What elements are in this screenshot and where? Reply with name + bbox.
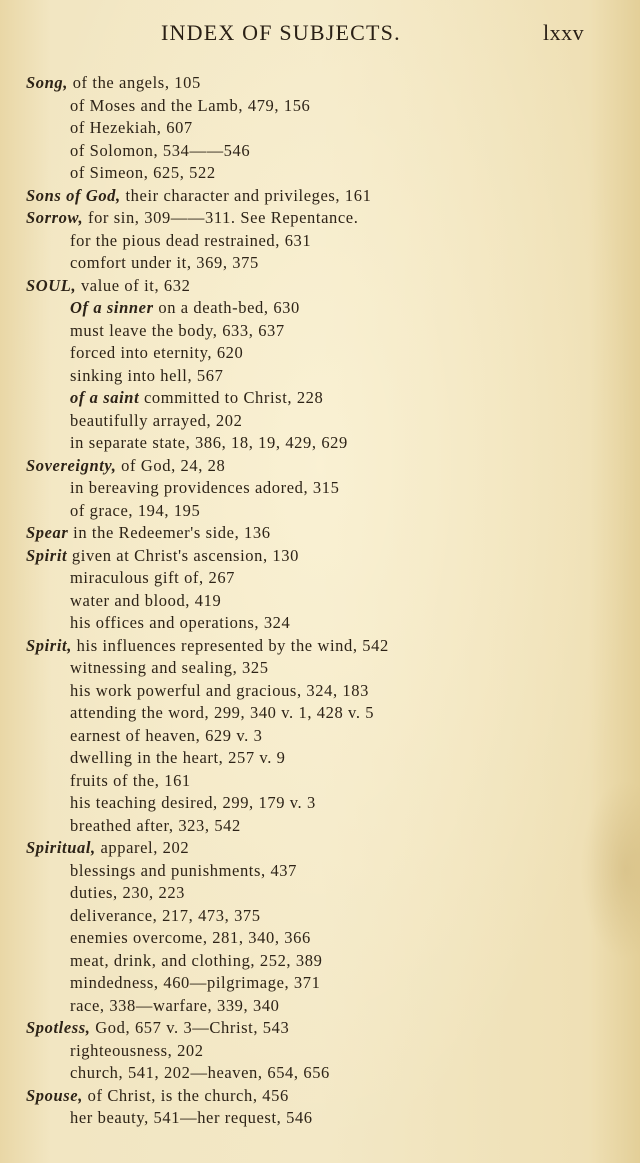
index-entry: miraculous gift of, 267 (70, 568, 236, 587)
index-entry: mindedness, 460—pilgrimage, 371 (70, 973, 321, 992)
index-entry: Spirit given at Christ's ascension, 130 (26, 545, 299, 565)
index-entry: Spotless, God, 657 v. 3—Christ, 543 (26, 1018, 290, 1037)
index-entry: deliverance, 217, 473, 375 (70, 905, 261, 925)
index-entry: forced into eternity, 620 (70, 343, 244, 362)
index-entry: fruits of the, 161 (70, 770, 191, 790)
index-entry: righteousness, 202 (70, 1040, 204, 1060)
index-entry: Sons of God, their character and privileges, 161 (26, 185, 372, 205)
paper-stain (580, 780, 640, 960)
index-entry: Song, of the angels, 105 (26, 73, 201, 92)
index-entry: enemies overcome, 281, 340, 366 (70, 928, 311, 947)
index-entry: blessings and punishments, 437 (70, 860, 297, 880)
index-entry: witnessing and sealing, 325 (70, 658, 269, 677)
index-entry: Spiritual, apparel, 202 (26, 838, 190, 857)
index-entry: duties, 230, 223 (70, 883, 186, 902)
index-entry: earnest of heaven, 629 v. 3 (70, 725, 263, 745)
index-entry: of grace, 194, 195 (70, 500, 201, 520)
index-entry: SOUL, value of it, 632 (26, 275, 191, 295)
index-entry: of Moses and the Lamb, 479, 156 (70, 95, 311, 115)
index-entry: church, 541, 202—heaven, 654, 656 (70, 1063, 330, 1082)
index-entry: in bereaving providences adored, 315 (70, 478, 340, 497)
index-entry: Spirit, his influences represented by the wind, 542 (26, 635, 389, 655)
index-entry: of Hezekiah, 607 (70, 118, 193, 137)
index-entry: his offices and operations, 324 (70, 613, 291, 632)
index-entry: sinking into hell, 567 (70, 365, 224, 385)
index-entry: in separate state, 386, 18, 19, 429, 629 (70, 433, 348, 452)
index-entry: attending the word, 299, 340 v. 1, 428 v. 5 (70, 703, 375, 722)
index-entry: of Solomon, 534——546 (70, 140, 251, 160)
index-entry: beautifully arrayed, 202 (70, 410, 243, 430)
page-header (0, 14, 640, 54)
index-entry: his teaching desired, 299, 179 v. 3 (70, 793, 316, 812)
index-entry: Spouse, of Christ, is the church, 456 (26, 1085, 289, 1105)
index-entry: Sorrow, for sin, 309——311. See Repentance. (26, 208, 359, 227)
index-entry: race, 338—warfare, 339, 340 (70, 995, 280, 1015)
index-entry: Spear in the Redeemer's side, 136 (26, 523, 271, 542)
running-title: INDEX OF SUBJECTS. (161, 20, 401, 45)
index-entry: of a saint committed to Christ, 228 (70, 388, 324, 407)
index-entry: her beauty, 541—her request, 546 (70, 1108, 313, 1127)
index-entry: comfort under it, 369, 375 (70, 253, 259, 272)
index-entry: breathed after, 323, 542 (70, 815, 241, 835)
index-entry: meat, drink, and clothing, 252, 389 (70, 950, 323, 970)
index-entry: his work powerful and gracious, 324, 183 (70, 680, 369, 700)
index-entry: dwelling in the heart, 257 v. 9 (70, 748, 286, 767)
index-entry: must leave the body, 633, 637 (70, 320, 285, 340)
index-entry: Of a sinner on a death-bed, 630 (70, 298, 300, 317)
index-entry: Sovereignty, of God, 24, 28 (26, 455, 226, 475)
index-entry: for the pious dead restrained, 631 (70, 230, 312, 250)
index-entry: of Simeon, 625, 522 (70, 163, 216, 182)
page-number: lxxv (543, 20, 585, 45)
index-entry: water and blood, 419 (70, 590, 222, 610)
